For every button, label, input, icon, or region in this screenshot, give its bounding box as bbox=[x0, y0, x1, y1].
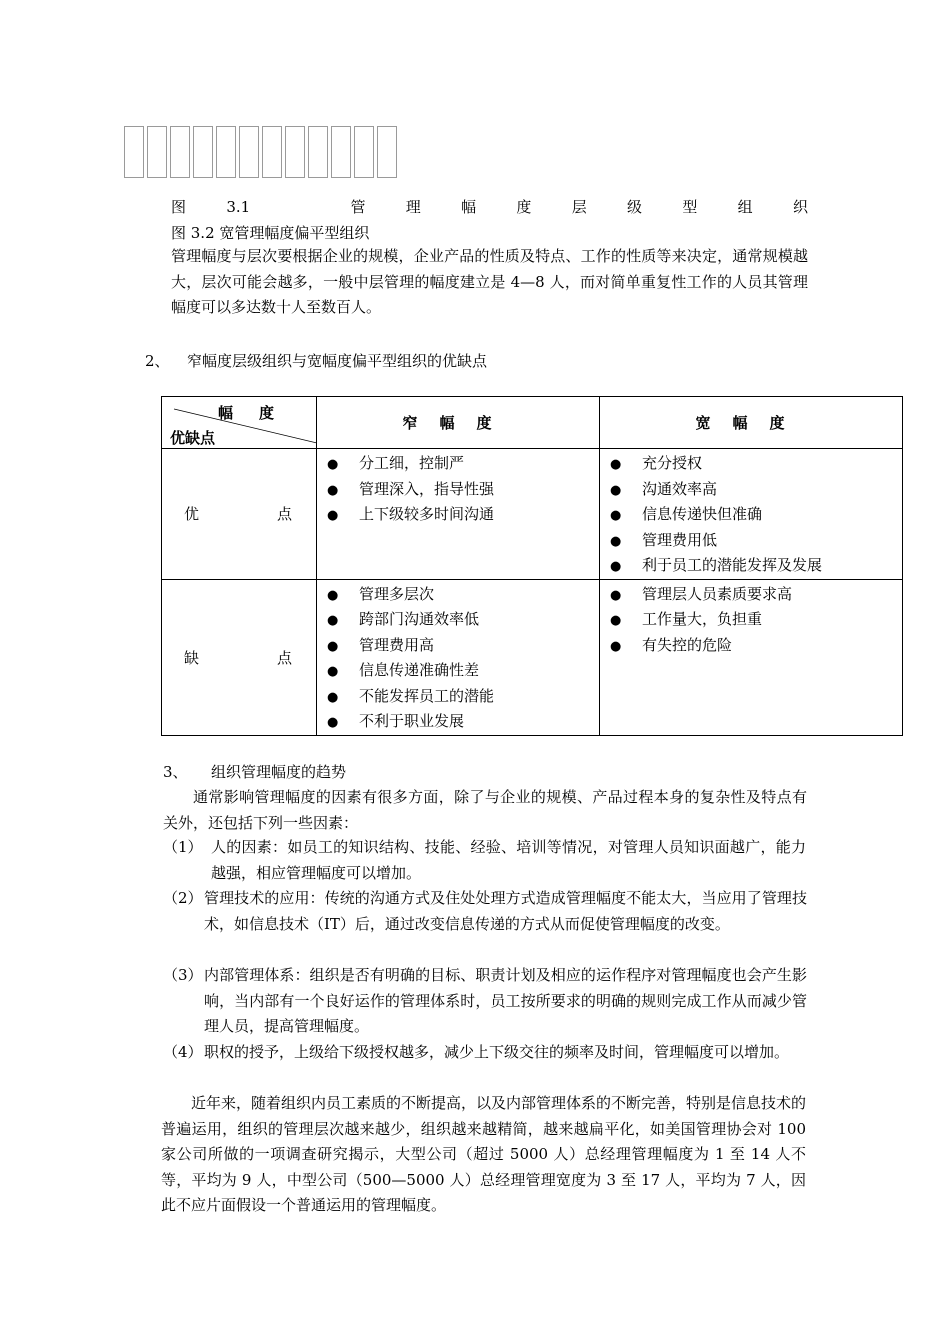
figure-3-1-char: 级 bbox=[627, 198, 643, 216]
pros-wide-cell bbox=[600, 449, 903, 580]
cons-narrow-cell bbox=[317, 579, 600, 735]
bullet-item: ● 信息传递准确性差 bbox=[327, 658, 599, 684]
placeholder-box bbox=[216, 126, 236, 178]
figure-3-1-char: 织 bbox=[792, 198, 808, 216]
bullet-item: ● 管理多层次 bbox=[327, 582, 599, 608]
corner-header-top: 幅度 bbox=[217, 404, 300, 422]
figure-3-2-caption: 图 3.2 宽管理幅度偏平型组织 bbox=[171, 224, 370, 242]
bullet-item: ● 沟通效率高 bbox=[610, 477, 902, 503]
table-corner-header bbox=[162, 397, 317, 449]
figure-3-1-char: 3.1 bbox=[226, 198, 251, 216]
bullet-item: ● 上下级较多时间沟通 bbox=[327, 502, 599, 528]
placeholder-boxes bbox=[124, 126, 397, 178]
pros-row-header: 优 点 bbox=[162, 449, 317, 580]
section-3-paragraph: 通常影响管理幅度的因素有很多方面，除了与企业的规模、产品过程本身的复杂性及特点有关外，还包括下列一些因素： bbox=[163, 788, 807, 832]
closing-paragraph: 近年来，随着组织内员工素质的不断提高，以及内部管理体系的不断完善，特别是信息技术的普遍运用，组织的管理层次越来越少，组织越来越精简，越来越扁平化，如美国管理协会对 100 家公司所做的一项调查研究揭示，大型公司（超过 5000 人）总经理管理幅度为 1 至 14 人不等，平均为 9 人，中型公司（500—5000 人）总经理管理宽度为 3 至 17 人，平均为 7 人，因此不应片面假设一个普通运用的管理幅度。 bbox=[161, 1094, 807, 1214]
placeholder-box bbox=[377, 126, 397, 178]
bullet-item: ● 充分授权 bbox=[610, 451, 902, 477]
figure-3-1-char: 管 bbox=[350, 198, 366, 216]
placeholder-box bbox=[239, 126, 259, 178]
bullet-item: ● 有失控的危险 bbox=[610, 633, 902, 659]
cons-wide-cell bbox=[600, 579, 903, 735]
wide-column-header: 宽幅度 bbox=[600, 397, 903, 449]
section-2-title: 窄幅度层级组织与宽幅度偏平型组织的优缺点 bbox=[187, 352, 488, 370]
figure-3-1-char: 层 bbox=[571, 198, 587, 216]
bullet-item: ● 不能发挥员工的潜能 bbox=[327, 684, 599, 710]
placeholder-box bbox=[331, 126, 351, 178]
figure-3-1-char: 度 bbox=[516, 198, 532, 216]
bullet-item: ● 跨部门沟通效率低 bbox=[327, 607, 599, 633]
corner-header-bottom: 优缺点 bbox=[170, 429, 216, 447]
bullet-item: ● 工作量大，负担重 bbox=[610, 607, 902, 633]
bullet-item: ● 分工细，控制严 bbox=[327, 451, 599, 477]
cons-row-header: 缺 点 bbox=[162, 579, 317, 735]
figure-3-1-char: 组 bbox=[737, 198, 753, 216]
placeholder-box bbox=[354, 126, 374, 178]
figure-3-1-char: 型 bbox=[682, 198, 698, 216]
bullet-item: ● 管理层人员素质要求高 bbox=[610, 582, 902, 608]
bullet-item: ● 管理深入，指导性强 bbox=[327, 477, 599, 503]
figure-3-1-char: 幅 bbox=[461, 198, 477, 216]
section-2-number: 2、 bbox=[145, 352, 170, 370]
placeholder-box bbox=[285, 126, 305, 178]
section-3-number: 3、 bbox=[163, 763, 188, 781]
bullet-item: ● 不利于职业发展 bbox=[327, 709, 599, 735]
placeholder-box bbox=[262, 126, 282, 178]
figure-3-1-caption bbox=[171, 197, 808, 217]
intro-paragraph: 管理幅度与层次要根据企业的规模，企业产品的性质及特点、工作的性质等来决定，通常规模越大，层次可能会越多，一般中层管理的幅度建立是 4—8 人，而对简单重复性工作的人员其管理幅度可以多达数十人至数百人。 bbox=[171, 247, 808, 316]
placeholder-box bbox=[170, 126, 190, 178]
bullet-item: ● 管理费用低 bbox=[610, 528, 902, 554]
placeholder-box bbox=[308, 126, 328, 178]
bullet-item: ● 利于员工的潜能发挥及发展 bbox=[610, 553, 902, 579]
placeholder-box bbox=[147, 126, 167, 178]
placeholder-box bbox=[124, 126, 144, 178]
narrow-column-header: 窄幅度 bbox=[317, 397, 600, 449]
bullet-item: ● 管理费用高 bbox=[327, 633, 599, 659]
bullet-item: ● 信息传递快但准确 bbox=[610, 502, 902, 528]
figure-3-1-char: 图 bbox=[171, 198, 187, 216]
pros-narrow-cell bbox=[317, 449, 600, 580]
comparison-table bbox=[161, 396, 903, 736]
figure-3-1-char: 理 bbox=[405, 198, 421, 216]
placeholder-box bbox=[193, 126, 213, 178]
section-3-title: 组织管理幅度的趋势 bbox=[211, 763, 347, 781]
